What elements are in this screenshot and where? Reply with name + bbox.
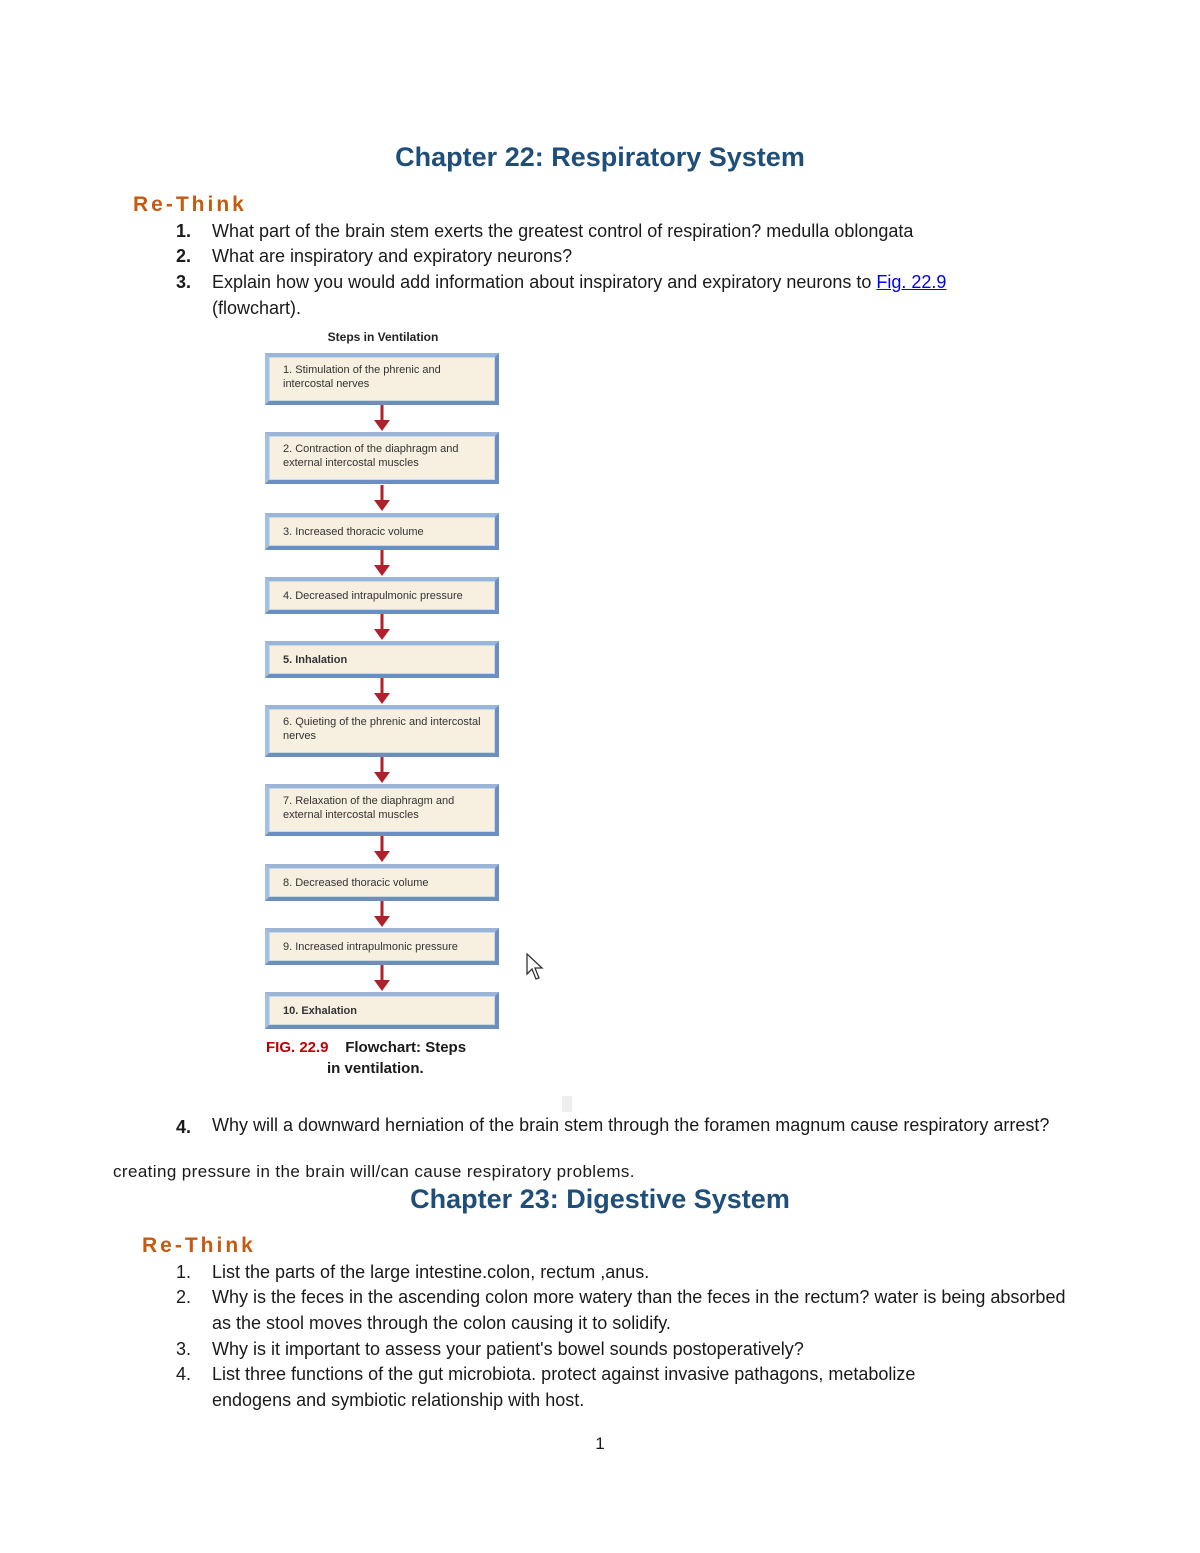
ch23-question-1 xyxy=(176,1259,1066,1285)
question-number: 4. xyxy=(176,1117,192,1137)
flow-step-7: 7. Relaxation of the diaphragm and external intercostal muscles xyxy=(265,784,499,836)
ch23-question-2 xyxy=(176,1284,1066,1336)
question-text-before: Explain how you would add information about inspiratory and expiratory neurons to xyxy=(212,272,877,292)
down-arrow-icon xyxy=(372,405,392,432)
ch22-question-1 xyxy=(176,218,1066,244)
flow-step-10: 10. Exhalation xyxy=(265,992,499,1029)
question-number: 2. xyxy=(176,1287,192,1307)
question-text: List the parts of the large intestine.colon, rectum ,anus. xyxy=(212,1262,650,1282)
question-text: List three functions of the gut microbiota. protect against invasive pathagons, metabolize endogens and symbiotic relationship with host. xyxy=(212,1364,916,1410)
question-number: 3. xyxy=(176,272,192,292)
flowchart-title: Steps in Ventilation xyxy=(327,330,439,344)
question-text: Why is it important to assess your patient's bowel sounds postoperatively? xyxy=(212,1339,804,1359)
down-arrow-icon xyxy=(372,678,392,705)
question-number: 1. xyxy=(176,221,192,241)
flow-step-1: 1. Stimulation of the phrenic and intercostal nerves xyxy=(265,353,499,405)
question-text: Why is the feces in the ascending colon more watery than the feces in the rectum? water is being absorbed as the stool moves through the colon causing it to solidify. xyxy=(212,1287,1066,1333)
mouse-pointer-icon xyxy=(526,953,544,981)
flow-step-9: 9. Increased intrapulmonic pressure xyxy=(265,928,499,965)
flow-step-3: 3. Increased thoracic volume xyxy=(265,513,499,550)
question-text: Why will a downward herniation of the brain stem through the foramen magnum cause respiratory arrest? xyxy=(212,1115,1050,1135)
question-text: What part of the brain stem exerts the greatest control of respiration? medulla oblongata xyxy=(212,221,914,241)
flow-step-2: 2. Contraction of the diaphragm and external intercostal muscles xyxy=(265,432,499,484)
figure-caption xyxy=(266,1037,506,1079)
down-arrow-icon xyxy=(372,901,392,928)
question-text xyxy=(212,269,986,321)
ch23-question-4 xyxy=(176,1361,996,1413)
chapter-22-rethink-heading: Re-Think xyxy=(133,193,247,216)
ch22-question-4 xyxy=(176,1114,1066,1136)
flow-step-8: 8. Decreased thoracic volume xyxy=(265,864,499,901)
figure-label: FIG. 22.9 xyxy=(266,1039,329,1056)
down-arrow-icon xyxy=(372,485,392,512)
ch22-question-3 xyxy=(176,269,986,321)
figure-caption-line-1: Flowchart: Steps xyxy=(345,1039,467,1056)
chapter-23-title: Chapter 23: Digestive System xyxy=(410,1184,790,1214)
question-number: 2. xyxy=(176,246,192,266)
page-number: 1 xyxy=(595,1434,605,1453)
figure-caption-line-2: in ventilation. xyxy=(327,1060,424,1077)
down-arrow-icon xyxy=(372,757,392,784)
down-arrow-icon xyxy=(372,614,392,641)
question-text: What are inspiratory and expiratory neurons? xyxy=(212,246,573,266)
flow-step-5: 5. Inhalation xyxy=(265,641,499,678)
down-arrow-icon xyxy=(372,965,392,992)
flow-step-6: 6. Quieting of the phrenic and intercostal nerves xyxy=(265,705,499,757)
fig-22-9-link[interactable]: Fig. 22.9 xyxy=(876,272,947,292)
chapter-23-rethink-heading: Re-Think xyxy=(142,1234,256,1257)
ch22-question-2 xyxy=(176,243,1066,269)
placeholder-mark xyxy=(562,1096,572,1112)
question-text-after: (flowchart). xyxy=(212,298,302,318)
question-number: 3. xyxy=(176,1339,192,1359)
down-arrow-icon xyxy=(372,550,392,577)
ch22-answer-4: creating pressure in the brain will/can cause respiratory problems. xyxy=(113,1162,635,1181)
question-number: 4. xyxy=(176,1364,192,1384)
question-number: 1. xyxy=(176,1262,192,1282)
flow-step-4: 4. Decreased intrapulmonic pressure xyxy=(265,577,499,614)
down-arrow-icon xyxy=(372,836,392,863)
chapter-22-title: Chapter 22: Respiratory System xyxy=(395,142,805,172)
ch23-question-3 xyxy=(176,1336,1066,1362)
